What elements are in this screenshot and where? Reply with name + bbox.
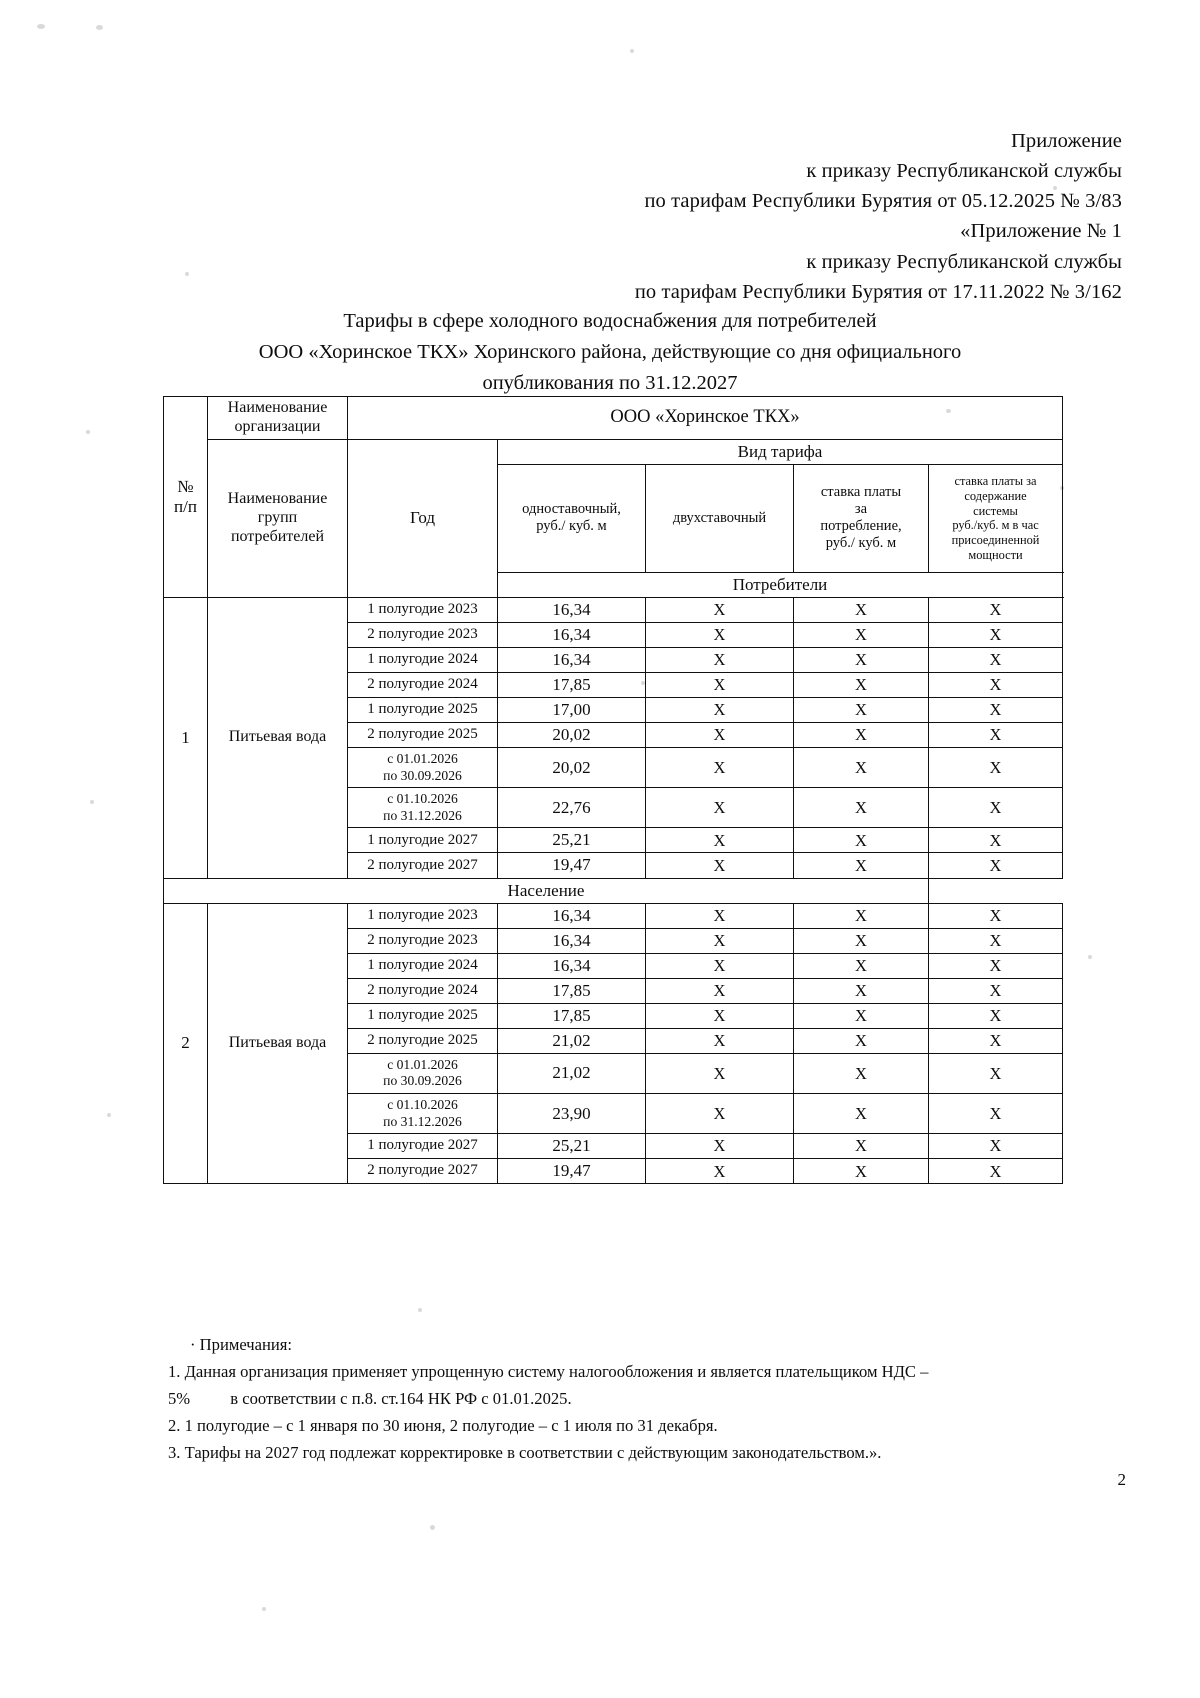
maintenance-value: X xyxy=(929,953,1063,978)
scan-speck xyxy=(90,800,94,804)
consumption-value: X xyxy=(794,748,929,788)
consumption-value: X xyxy=(794,953,929,978)
one-rate-value: 23,90 xyxy=(498,1094,646,1134)
one-rate-value: 16,34 xyxy=(498,622,646,647)
consumption-value: X xyxy=(794,903,929,928)
header-line-1: Приложение xyxy=(1010,130,1122,152)
scan-speck xyxy=(185,272,189,276)
section-caption: Население xyxy=(164,878,929,903)
two-rate-value: X xyxy=(646,748,794,788)
header-cell-number xyxy=(164,397,208,598)
one-rate-value: 25,21 xyxy=(498,1134,646,1159)
two-rate-value: X xyxy=(646,672,794,697)
scan-speck xyxy=(418,1308,422,1312)
one-rate-value: 20,02 xyxy=(498,748,646,788)
section-caption: Потребители xyxy=(498,572,1063,597)
note-item-3: 3. Тарифы на 2027 год подлежат корректировке в соответствии с действующим законодательством.». xyxy=(168,1442,882,1462)
maintenance-value: X xyxy=(929,788,1063,828)
consumption-value: X xyxy=(794,723,929,748)
two-rate-value: X xyxy=(646,853,794,878)
note-item-1-line-1: 1. Данная организация применяет упрощенную систему налогообложения и является плательщиком НДС – xyxy=(168,1361,929,1381)
consumption-value: X xyxy=(794,928,929,953)
two-rate-value: X xyxy=(646,953,794,978)
consumption-value: X xyxy=(794,672,929,697)
table-row xyxy=(164,597,1063,622)
year-cell: 2 полугодие 2024 xyxy=(348,978,498,1003)
maintenance-value: X xyxy=(929,1028,1063,1053)
year-cell: 1 полугодие 2025 xyxy=(348,698,498,723)
consumption-value: X xyxy=(794,597,929,622)
two-rate-value: X xyxy=(646,1094,794,1134)
maintenance-value: X xyxy=(929,1134,1063,1159)
two-rate-value: X xyxy=(646,788,794,828)
page-title xyxy=(160,306,1060,398)
consumption-value: X xyxy=(794,698,929,723)
year-cell xyxy=(348,1094,498,1134)
two-rate-value: X xyxy=(646,978,794,1003)
header-cell-maintenance xyxy=(929,464,1063,572)
header-cell-org-name xyxy=(208,397,348,440)
maintenance-value: X xyxy=(929,1159,1063,1184)
maintenance-value: X xyxy=(929,853,1063,878)
one-rate-value: 21,02 xyxy=(498,1028,646,1053)
one-rate-value: 16,34 xyxy=(498,597,646,622)
header-groups-line2: групп xyxy=(257,508,298,526)
header-cell-groups xyxy=(208,439,348,597)
two-rate-value: X xyxy=(646,647,794,672)
one-rate-value: 19,47 xyxy=(498,853,646,878)
one-rate-value: 20,02 xyxy=(498,723,646,748)
year-cell: 1 полугодие 2027 xyxy=(348,828,498,853)
document-header xyxy=(482,126,1122,307)
note-vat-rate: 5% xyxy=(168,1388,191,1408)
scan-speck xyxy=(630,49,634,53)
header-groups-line1: Наименование xyxy=(227,489,328,507)
year-cell xyxy=(348,748,498,788)
year-cell xyxy=(348,1053,498,1093)
maintenance-value: X xyxy=(929,1094,1063,1134)
section-caption-row xyxy=(164,878,1063,903)
consumption-value: X xyxy=(794,1134,929,1159)
header-cell-org-value: ООО «Хоринское ТКХ» xyxy=(348,397,1063,440)
notes-block xyxy=(168,1332,1068,1466)
one-rate-value: 17,85 xyxy=(498,978,646,1003)
title-line-1: Тарифы в сфере холодного водоснабжения для потребителей xyxy=(343,310,877,332)
year-cell: 2 полугодие 2023 xyxy=(348,622,498,647)
maintenance-value: X xyxy=(929,978,1063,1003)
one-rate-value: 21,02 xyxy=(498,1053,646,1093)
year-cell: 2 полугодие 2023 xyxy=(348,928,498,953)
header-number-line2: п/п xyxy=(174,496,197,516)
header-maintenance-line4: руб./куб. м в час xyxy=(952,518,1039,533)
header-cell-one-rate xyxy=(498,464,646,572)
two-rate-value: X xyxy=(646,1134,794,1159)
year-cell xyxy=(348,788,498,828)
consumption-value: X xyxy=(794,1053,929,1093)
tariff-table xyxy=(163,396,1063,1184)
two-rate-value: X xyxy=(646,1003,794,1028)
year-cell: 1 полугодие 2023 xyxy=(348,597,498,622)
one-rate-value: 17,00 xyxy=(498,698,646,723)
consumption-value: X xyxy=(794,853,929,878)
header-consumption-line4: руб./ куб. м xyxy=(825,535,897,552)
one-rate-value: 22,76 xyxy=(498,788,646,828)
maintenance-value: X xyxy=(929,647,1063,672)
one-rate-value: 16,34 xyxy=(498,647,646,672)
header-one-rate-line2: руб./ куб. м xyxy=(536,518,607,535)
year-cell: 1 полугодие 2023 xyxy=(348,903,498,928)
header-org-line2: организации xyxy=(234,417,321,435)
header-line-3: по тарифам Республики Бурятия от 05.12.2025 № 3/83 xyxy=(644,190,1122,213)
year-cell: 2 полугодие 2027 xyxy=(348,853,498,878)
note-item-1-line-2 xyxy=(168,1386,1068,1413)
section-group-name: Питьевая вода xyxy=(208,597,348,878)
scan-speck xyxy=(430,1525,435,1530)
title-line-2: ООО «Хоринское ТКХ» Хоринского района, действующие со дня официального xyxy=(258,340,962,363)
two-rate-value: X xyxy=(646,1159,794,1184)
section-number: 2 xyxy=(164,903,208,1184)
scan-speck xyxy=(1088,955,1092,959)
title-line-3: опубликования по 31.12.2027 xyxy=(482,371,738,394)
year-line-2: по 30.09.2026 xyxy=(383,767,462,783)
year-cell: 2 полугодие 2025 xyxy=(348,1028,498,1053)
note-item-1-rest: в соответствии с п.8. ст.164 НК РФ с 01.01.2025. xyxy=(230,1388,572,1408)
year-cell: 2 полугодие 2025 xyxy=(348,723,498,748)
consumption-value: X xyxy=(794,1159,929,1184)
section-number: 1 xyxy=(164,597,208,878)
two-rate-value: X xyxy=(646,1053,794,1093)
consumption-value: X xyxy=(794,828,929,853)
maintenance-value: X xyxy=(929,928,1063,953)
one-rate-value: 17,85 xyxy=(498,1003,646,1028)
two-rate-value: X xyxy=(646,698,794,723)
header-consumption-line3: потребление, xyxy=(820,518,902,535)
year-cell: 1 полугодие 2024 xyxy=(348,647,498,672)
header-cell-two-rate: двухставочный xyxy=(646,464,794,572)
scan-speck xyxy=(86,430,90,434)
year-line-1: с 01.10.2026 xyxy=(387,1097,458,1113)
two-rate-value: X xyxy=(646,828,794,853)
year-cell: 1 полугодие 2025 xyxy=(348,1003,498,1028)
year-line-1: с 01.01.2026 xyxy=(387,751,458,767)
two-rate-value: X xyxy=(646,622,794,647)
consumption-value: X xyxy=(794,647,929,672)
one-rate-value: 19,47 xyxy=(498,1159,646,1184)
year-cell: 1 полугодие 2027 xyxy=(348,1134,498,1159)
header-maintenance-line5: присоединенной xyxy=(951,532,1040,547)
page-number: 2 xyxy=(1117,1470,1126,1489)
year-cell: 2 полугодие 2027 xyxy=(348,1159,498,1184)
year-line-1: с 01.01.2026 xyxy=(387,1056,458,1072)
header-line-6: по тарифам Республики Бурятия от 17.11.2022 № 3/162 xyxy=(634,280,1122,303)
year-line-2: по 30.09.2026 xyxy=(383,1073,462,1089)
scan-speck xyxy=(96,25,103,30)
maintenance-value: X xyxy=(929,828,1063,853)
header-line-4: «Приложение № 1 xyxy=(960,220,1122,243)
two-rate-value: X xyxy=(646,597,794,622)
header-maintenance-line6: мощности xyxy=(968,547,1023,562)
consumption-value: X xyxy=(794,788,929,828)
header-maintenance-line2: содержание xyxy=(964,489,1027,504)
header-groups-line3: потребителей xyxy=(230,527,325,545)
table-header-row-kind xyxy=(164,439,1063,464)
header-number-line1: № xyxy=(177,476,194,496)
consumption-value: X xyxy=(794,978,929,1003)
scan-speck xyxy=(262,1607,266,1611)
header-cell-consumption xyxy=(794,464,929,572)
consumption-value: X xyxy=(794,1094,929,1134)
two-rate-value: X xyxy=(646,928,794,953)
two-rate-value: X xyxy=(646,1028,794,1053)
consumption-value: X xyxy=(794,622,929,647)
header-cell-tariff-kind: Вид тарифа xyxy=(498,439,1063,464)
two-rate-value: X xyxy=(646,723,794,748)
maintenance-value: X xyxy=(929,723,1063,748)
maintenance-value: X xyxy=(929,698,1063,723)
maintenance-value: X xyxy=(929,597,1063,622)
header-cell-year: Год xyxy=(348,439,498,597)
one-rate-value: 16,34 xyxy=(498,953,646,978)
consumption-value: X xyxy=(794,1028,929,1053)
notes-title: · Примечания: xyxy=(190,1335,293,1354)
maintenance-value: X xyxy=(929,672,1063,697)
header-line-2: к приказу Республиканской службы xyxy=(806,160,1122,183)
maintenance-value: X xyxy=(929,1053,1063,1093)
two-rate-value: X xyxy=(646,903,794,928)
header-consumption-line2: за xyxy=(854,501,868,518)
maintenance-value: X xyxy=(929,748,1063,788)
section-group-name: Питьевая вода xyxy=(208,903,348,1184)
scan-speck xyxy=(37,24,45,29)
header-maintenance-line3: системы xyxy=(973,503,1018,518)
year-line-1: с 01.10.2026 xyxy=(387,791,458,807)
year-line-2: по 31.12.2026 xyxy=(383,807,462,823)
maintenance-value: X xyxy=(929,1003,1063,1028)
one-rate-value: 25,21 xyxy=(498,828,646,853)
table-header-row-org xyxy=(164,397,1063,440)
maintenance-value: X xyxy=(929,903,1063,928)
header-consumption-line1: ставка платы xyxy=(820,484,902,501)
one-rate-value: 16,34 xyxy=(498,928,646,953)
maintenance-value: X xyxy=(929,622,1063,647)
header-one-rate-line1: одноставочный, xyxy=(522,501,621,518)
header-org-line1: Наименование xyxy=(227,399,328,416)
consumption-value: X xyxy=(794,1003,929,1028)
one-rate-value: 17,85 xyxy=(498,672,646,697)
year-cell: 2 полугодие 2024 xyxy=(348,672,498,697)
one-rate-value: 16,34 xyxy=(498,903,646,928)
header-maintenance-line1: ставка платы за xyxy=(954,474,1037,489)
year-line-2: по 31.12.2026 xyxy=(383,1113,462,1129)
scan-speck xyxy=(107,1113,111,1117)
header-line-5: к приказу Республиканской службы xyxy=(806,250,1122,273)
year-cell: 1 полугодие 2024 xyxy=(348,953,498,978)
table-row xyxy=(164,903,1063,928)
note-item-2: 2. 1 полугодие – с 1 января по 30 июня, 2 полугодие – с 1 июля по 31 декабря. xyxy=(168,1415,718,1435)
